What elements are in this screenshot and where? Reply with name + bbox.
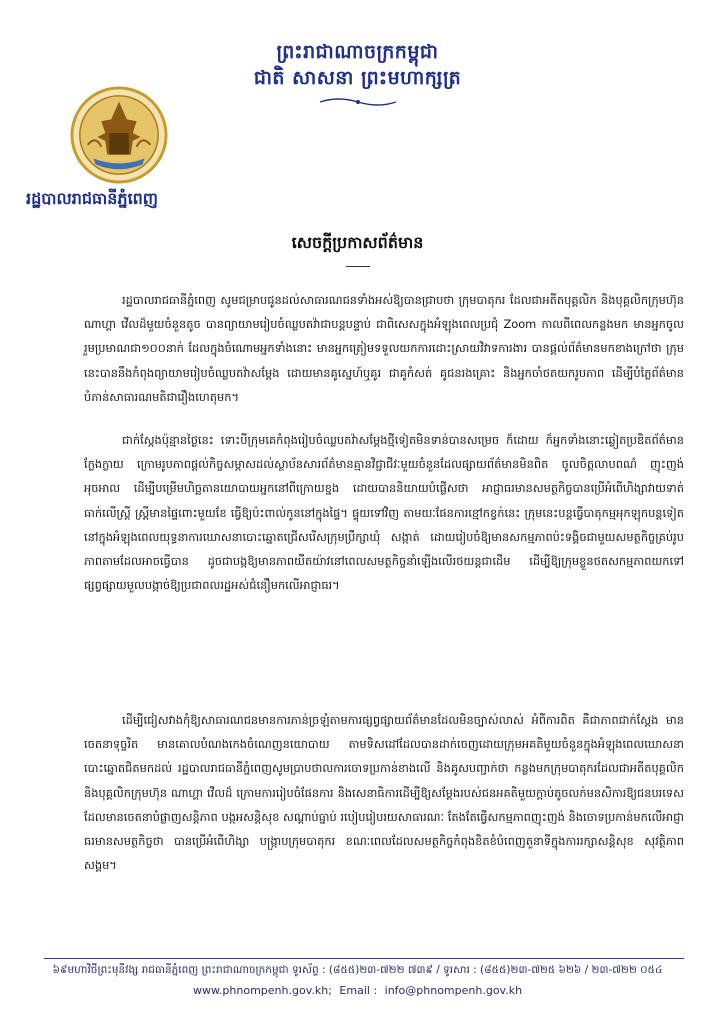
paragraph-1 (84, 288, 684, 409)
paragraph-1-text: រដ្ឋបាលរាជធានីភ្នំពេញ សូមជម្រាបជូនដល់សាធារណជនទាំងអស់ឱ្យបានជ្រាបថា ក្រុមបាតុករ ដែលជាអតីតបុគ្គលិក និងបុគ្គលិកក្រុមហ៊ុន ណាហ្គា វើលដ៏មួយចំនួនតូច បានព្យាយាមរៀបចំឈ្លបតវ៉ាជាបន្តបន្ទាប់ ជាពិសេសក្នុងអំឡុងពេលប្រជុំ Zoom កាលពីពេលកន្លងមក មានអ្នកចូលរួមប្រមាណជា១០០នាក់ ដែលក្នុងចំណោមអ្នកទាំងនោះ មានអ្នកត្រៀមទទួលយកការដោះស្រាយវិវាទការងារ បានផ្តល់ព័ត៌មានមកខាងក្រៅថា ក្រុមនេះបាននឹងកំពុងព្យាយាមរៀបចំឈ្លបតវ៉ាសម្តែង ដោយមានគូស្នេហ៍ឬគូរ ជាគូកំសត់ គូជនរងគ្រោះ និងអ្នកចាំថតយករូបភាព ដើម្បីបំភ្លៃព័ត៌មាន បំភាន់សាធារណមតិជារឿងហេតុមក។ (84, 293, 684, 404)
kingdom-name: ព្រះរាជាណាចក្រកម្ពុជា (276, 41, 439, 63)
footer-contact (0, 984, 715, 997)
paragraph-2-text: ជាក់ស្តែងប៉ុន្មានថ្ងៃនេះ ទោះបីក្រុមគេកំពុងរៀបចំឈ្លបតវ៉ាសម្តែងថ្មីទៀតមិនទាន់បានសម្រេច ក៏ដោយ ក៏អ្នកទាំងនោះឆ្លៀតប្រឌិតព័ត៌មានក្លែងក្លាយ ក្រោមរូបភាពផ្តល់កិច្ចសម្ភាសដល់ស្ថាប័នសារព័ត៌មានគ្មានវិជ្ជាជីវៈមួយចំនួនដែលផ្សាយព័ត៌មានមិនពិត ចូលចិត្តលាបពណ៌ ញុះញង់ អុចអាល ដើម្បីបម្រើមហិច្ឆតានយោបាយអ្នកនៅពីក្រោយខ្នង ដោយបាននិយាយបំផ្លើសថា អាជ្ញាធរមានសមត្ថកិច្ចបានប្រើអំពើហិង្សាវាយទាត់ធាក់លើស្ត្រី ស្រ្តីមានផ្ទៃពោះមួយខែ ធ្វើឱ្យប៉ះពាល់កូននៅក្នុងផ្ទៃ។ ផ្ទុយទៅវិញ តាមយៈផែនការខ្មៅកខ្វក់នេះ ក្រុមនេះបន្តធ្វើបាតុកម្មអុកឡុកបន្តទៀតនៅក្នុងអំឡុងពេលយុទ្ធនាការឃោសនាបោះឆ្នោតជ្រើសរើសក្រុមប្រឹក្សាឃុំ សង្កាត់ ដោយរៀបចំឱ្យមានសកម្មភាពប៉ះទង្គិចជាមួយសមត្ថកិច្ចគ្រប់រូបភាពតាមដែលអាចធ្វើបាន ដូចជាបង្កឱ្យមានភាពយឺតយ៉ាវនៅពេលសមត្ថកិច្ចនាំឡើងលើរថយន្តជាដើម ដើម្បីឱ្យក្រុមខ្លួនថតសកម្មភាពយកទៅផ្សព្វផ្សាយមួលបង្កាច់ឱ្យប្រជាពលរដ្ឋអស់ជំនឿមកលើអាជ្ញាធរ។ (84, 433, 684, 593)
footer-divider (44, 958, 684, 959)
paragraph-3 (84, 708, 684, 877)
phnom-penh-seal-logo (70, 86, 168, 184)
email-link[interactable]: info@phnompenh.gov.kh (384, 984, 523, 997)
paragraph-3-text: ដើម្បីជៀសវាងកុំឱ្យសាធារណជនមានការភាន់ច្រឡំតាមការផ្សព្វផ្សាយព័ត៌មានដែលមិនច្បាស់លាស់ អំពីការពិត គឺជាភាពជាក់ស្តែង មានចេតនាទុច្ចរិត មានគោលបំណងកេងចំណេញនយោបាយ តាមទិសដៅដែលបានដាក់ចេញដោយក្រុមអគតិមួយចំនួនក្នុងអំឡុងពេលឃោសនាបោះឆ្នោតជិតមកដល់ រដ្ឋបាលរាជធានីភ្នំពេញសូមប្រាបថាលការចោទប្រកាន់ខាងលើ និងគូសបញ្ជាក់ថា កន្លងមកក្រុមបាតុករដែលជាអតីតបុគ្គលិក និងបុគ្គលិកក្រុមហ៊ុន ណាហ្គា វើលដ៏ ក្រោមការរៀបចំផែនការ និងសេនាធិការដើម្បីឱ្យសម្តែងរបស់ជនអគតិមួយក្តាប់តូចលក់មនសិការឱ្យជនបរទេស ដែលមានចេតនាបំផ្លាញសន្តិភាព បង្កអសន្តិសុខ សណ្តាប់ធ្នាប់ របៀបរៀបរយសាធារណៈ តែងតែធ្វើសកម្មភាពញុះញង់ និងចោទប្រកាន់មកលើអាជ្ញាធរមានសមត្ថកិច្ចថា បានប្រើអំពើហិង្សា បង្ក្រាបក្រុមបាតុករ ខណៈពេលដែលសមត្ថកិច្ចកំពុងខិតខំបំពេញតួនាទីក្នុងការរក្សាសន្តិសុខ សុវត្ថិភាពសង្គម។ (84, 713, 684, 873)
organization-name: រដ្ឋបាលរាជធានីភ្នំពេញ (26, 189, 159, 208)
paragraph-2 (84, 428, 684, 597)
website-link[interactable]: www.phnompenh.gov.kh; (192, 984, 332, 997)
email-label: Email : (339, 984, 378, 997)
title-underline (346, 266, 370, 267)
footer-address: ៦៩មហាវិថីព្រះមុនីវង្ស រាជធានីភ្នំពេញ ព្រះរាជាណាចក្រកម្ពុជា ទូរស័ព្ទ : (៨៥៥)២៣-៧២២ ៧៣៩ / ទូរសារ : (៨៥៥)២៣-៧២៥ ៦២៦ / ២៣-៧២២ ០៥៤ (52, 964, 663, 976)
divider-ornament-icon (318, 96, 398, 108)
document-title: សេចក្តីប្រកាសព័ត៌មាន (291, 233, 424, 252)
national-motto: ជាតិ សាសនា ព្រះមហាក្សត្រ (253, 67, 462, 89)
